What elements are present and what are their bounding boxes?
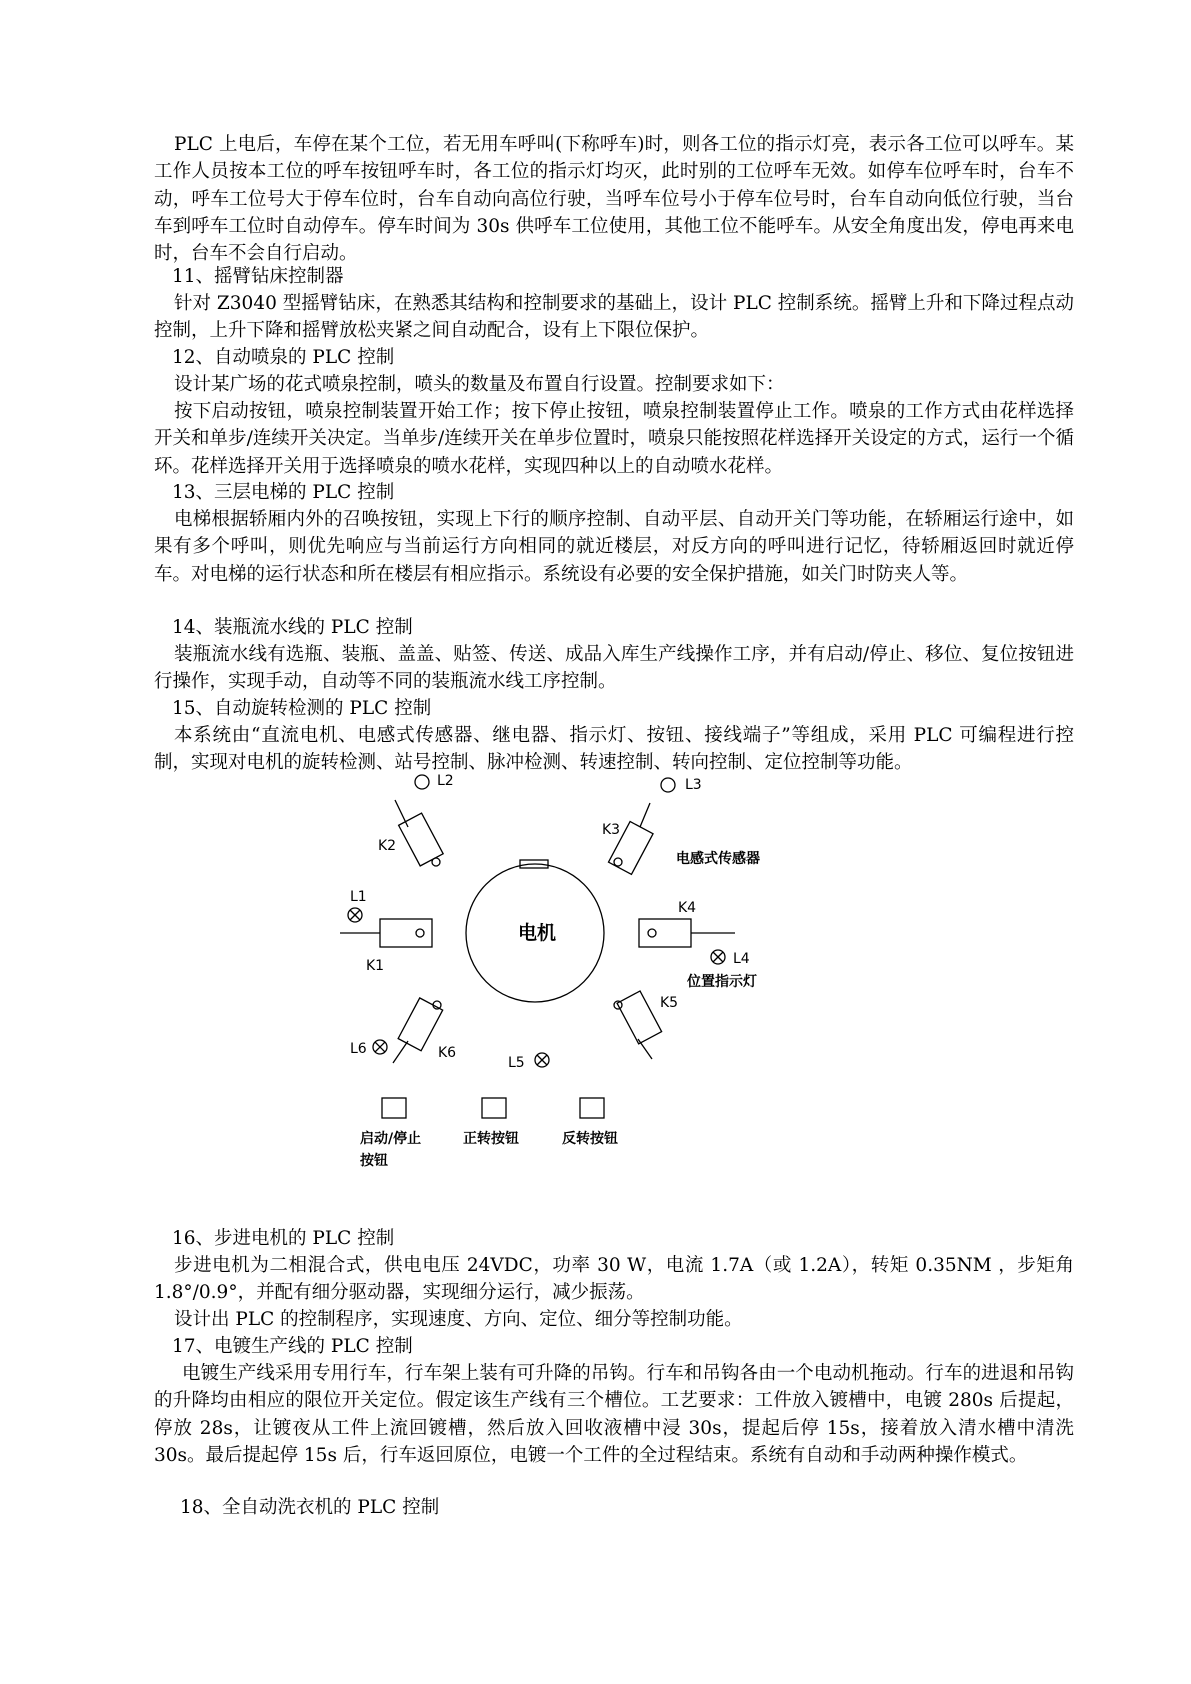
- sensor-k4-icon: [648, 929, 656, 937]
- k1-label: K1: [366, 958, 385, 974]
- forward-button-label: 正转按钮: [463, 1131, 519, 1147]
- reverse-button-label: 反转按钮: [562, 1131, 618, 1147]
- l6-label: L6: [350, 1041, 367, 1057]
- paragraph-13: 电梯根据轿厢内外的召唤按钮，实现上下行的顺序控制、自动平层、自动开关门等功能，在轿厢运行途中，如果有多个呼叫，则优先响应与当前运行方向相同的就近楼层，对反方向的呼叫进行记忆，待轿厢返回时就近停车。对电梯的运行状态和所在楼层有相应指示。系统设有必要的安全保护措施，如关门时防夹人等。: [154, 509, 1074, 585]
- start-stop-button-box: [382, 1098, 406, 1118]
- k3-label: K3: [602, 822, 621, 838]
- lamp-label: 位置指示灯: [687, 974, 757, 990]
- l1-label: L1: [350, 889, 367, 905]
- k2-label: K2: [378, 838, 397, 854]
- rotation-detection-diagram: [340, 773, 900, 1205]
- heading-17: 17、电镀生产线的 PLC 控制: [172, 1336, 413, 1357]
- sensor-k2-icon: [432, 858, 440, 866]
- heading-14: 14、装瓶流水线的 PLC 控制: [172, 617, 413, 638]
- l5-label: L5: [508, 1055, 525, 1071]
- reverse-button-box: [580, 1098, 604, 1118]
- paragraph-15: 本系统由“直流电机、电感式传感器、继电器、指示灯、按钮、接线端子”等组成，采用 PLC 可编程进行控制，实现对电机的旋转检测、站号控制、脉冲检测、转速控制、转向控制、定位控制等功能。: [154, 725, 1074, 774]
- paragraph-16a: 步进电机为二相混合式，供电电压 24VDC，功率 30 W，电流 1.7A（或 1.2A），转矩 0.35NM ，步矩角 1.8°/0.9°，并配有细分驱动器，实现细分运行，减少振荡。: [154, 1255, 1074, 1304]
- heading-18: 18、全自动洗衣机的 PLC 控制: [180, 1497, 440, 1518]
- start-stop-label-line2: 按钮: [360, 1153, 388, 1169]
- sensor-k1-icon: [416, 929, 424, 937]
- sensor-label: 电感式传感器: [676, 851, 760, 867]
- paragraph-12b: 按下启动按钮，喷泉控制装置开始工作；按下停止按钮，喷泉控制装置停止工作。喷泉的工作方式由花样选择开关和单步/连续开关决定。当单步/连续开关在单步位置时，喷泉只能按照花样选择开关设定的方式，运行一个循环。花样选择开关用于选择喷泉的喷水花样，实现四种以上的自动喷水花样。: [154, 401, 1074, 477]
- l3-label: L3: [685, 777, 702, 793]
- heading-13: 13、三层电梯的 PLC 控制: [172, 482, 395, 503]
- paragraph-16b: 设计出 PLC 的控制程序，实现速度、方向、定位、细分等控制功能。: [174, 1309, 743, 1330]
- switch-k4: [639, 919, 691, 947]
- motor-label: 电机: [518, 922, 557, 944]
- start-stop-label-line1: 启动/停止: [360, 1131, 422, 1147]
- sensor-k3-icon: [614, 858, 622, 866]
- lamp-l2-icon: [415, 775, 429, 789]
- switch-k6: [398, 998, 443, 1051]
- k4-label: K4: [678, 900, 697, 916]
- l2-label: L2: [437, 773, 454, 789]
- lamp-l3-icon: [661, 778, 675, 792]
- heading-12: 12、自动喷泉的 PLC 控制: [172, 347, 395, 368]
- heading-15: 15、自动旋转检测的 PLC 控制: [172, 698, 432, 719]
- k5-label: K5: [660, 995, 679, 1011]
- paragraph-14: 装瓶流水线有选瓶、装瓶、盖盖、贴签、传送、成品入库生产线操作工序，并有启动/停止、移位、复位按钮进行操作，实现手动，自动等不同的装瓶流水线工序控制。: [154, 644, 1074, 693]
- paragraph-11: 针对 Z3040 型摇臂钻床，在熟悉其结构和控制要求的基础上，设计 PLC 控制系统。摇臂上升和下降过程点动控制，上升下降和摇臂放松夹紧之间自动配合，设有上下限位保护。: [154, 293, 1074, 342]
- heading-11: 11、摇臂钻床控制器: [172, 266, 344, 287]
- paragraph-12a: 设计某广场的花式喷泉控制，喷头的数量及布置自行设置。控制要求如下：: [174, 374, 785, 395]
- heading-16: 16、步进电机的 PLC 控制: [172, 1228, 395, 1249]
- paragraph-plc-car-call: PLC 上电后，车停在某个工位，若无用车呼叫(下称呼车)时，则各工位的指示灯亮，表示各工位可以呼车。某工作人员按本工位的呼车按钮呼车时，各工位的指示灯均灭，此时别的工位呼车无效。如停车位呼车时，台车不动，呼车工位号大于停车位时，台车自动向高位行驶，当呼车位号小于停车位号时，台车自动向低位行驶，当台车到呼车工位时自动停车。停车时间为 30s 供呼车工位使用，其他工位不能呼车。从安全角度出发，停电再来电时，台车不会自行启动。: [154, 134, 1074, 265]
- l4-label: L4: [733, 951, 750, 967]
- paragraph-17: 电镀生产线采用专用行车，行车架上装有可升降的吊钩。行车和吊钩各由一个电动机拖动。行车的进退和吊钩的升降均由相应的限位开关定位。假定该生产线有三个槽位。工艺要求：工件放入镀槽中，电镀 280s 后提起，停放 28s，让镀夜从工件上流回镀槽，然后放入回收液槽中浸 30s，提起后停 15s，接着放入清水槽中清洗 30s。最后提起停 15s 后，行车返回原位，电镀一个工件的全过程结束。系统有自动和手动两种操作模式。: [154, 1363, 1074, 1466]
- k6-label: K6: [438, 1045, 457, 1061]
- switch-k5: [617, 991, 662, 1044]
- forward-button-box: [482, 1098, 506, 1118]
